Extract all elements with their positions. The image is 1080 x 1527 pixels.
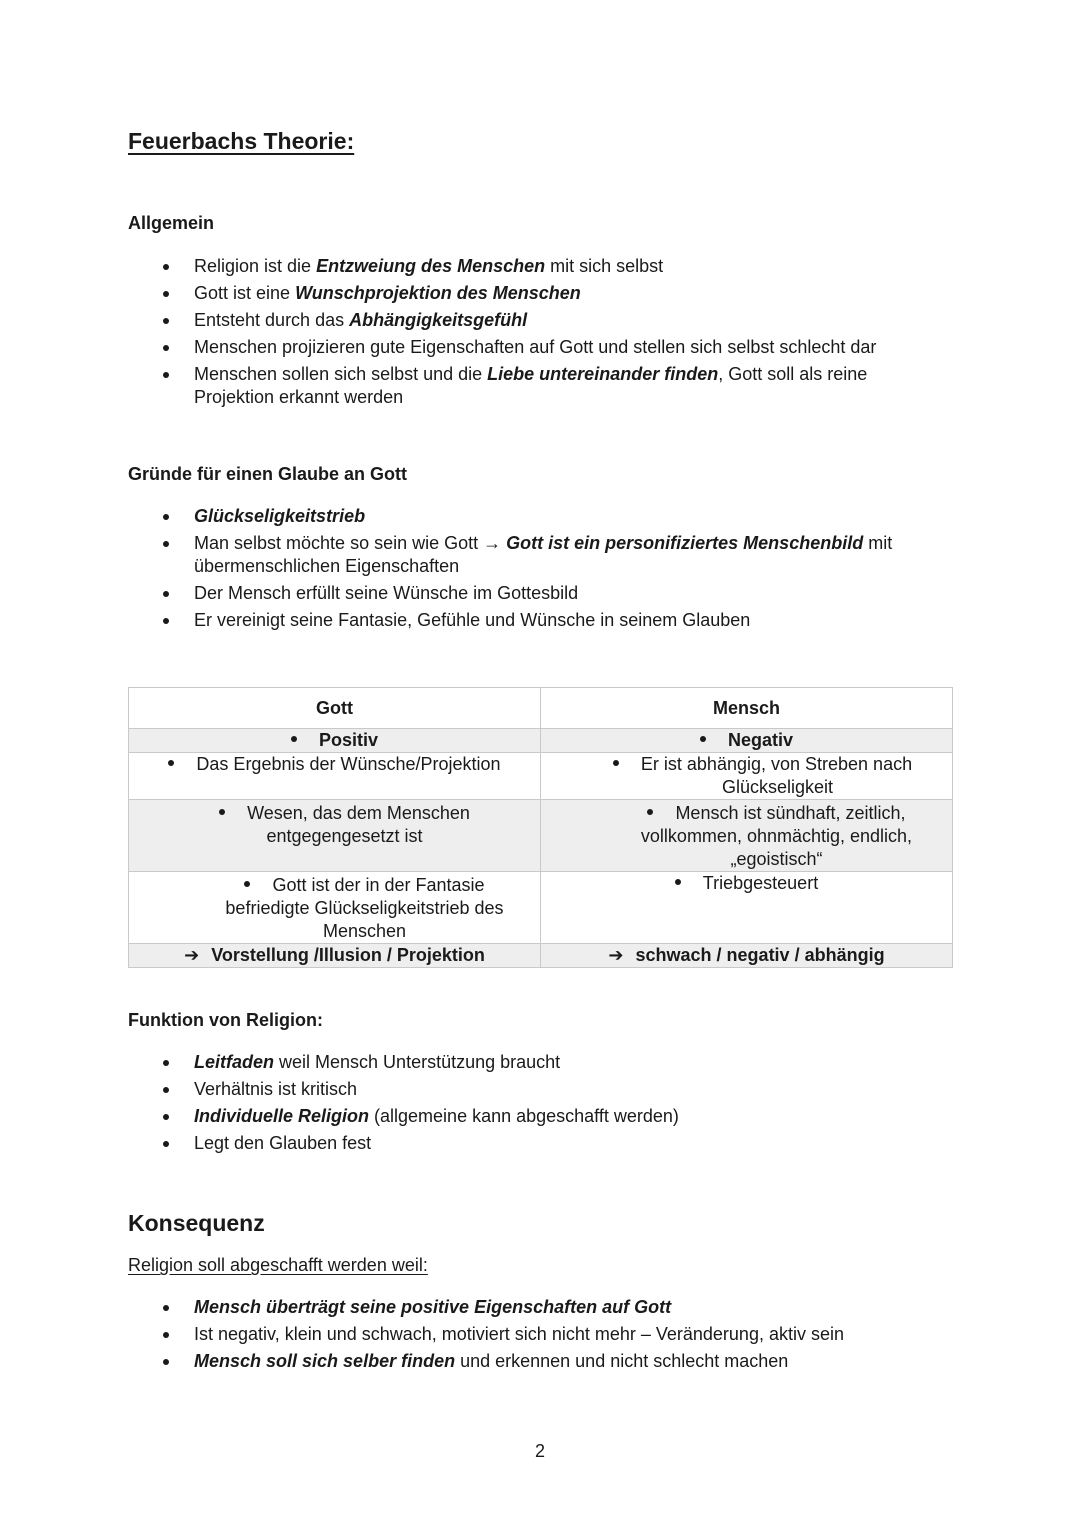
header-gott: Gott (129, 688, 541, 729)
table-conclusion-row (129, 944, 953, 968)
list-item: Gott ist eine Wunschprojektion des Menschen (128, 282, 948, 305)
allgemein-list (128, 255, 948, 413)
header-mensch: Mensch (541, 688, 953, 729)
gruende-list (128, 505, 948, 636)
list-item: Glückseligkeitstrieb (128, 505, 948, 528)
list-item: Menschen projizieren gute Eigenschaften auf Gott und stellen sich selbst schlecht dar (128, 336, 948, 359)
table-cell: Triebgesteuert (541, 872, 953, 944)
section-heading-gruende: Gründe für einen Glaube an Gott (128, 464, 408, 484)
table-cell: Wesen, das dem Menschen entgegengesetzt ist (129, 800, 541, 872)
konsequenz-list (128, 1296, 948, 1377)
section-heading-funktion: Funktion von Religion: (128, 1010, 323, 1030)
section-heading-allgemein: Allgemein (128, 213, 215, 233)
list-item: Er vereinigt seine Fantasie, Gefühle und Wünsche in seinem Glauben (128, 609, 948, 632)
list-item: Mensch überträgt seine positive Eigenschaften auf Gott (128, 1296, 948, 1319)
page-title: Feuerbachs Theorie: (128, 128, 355, 154)
section-heading-konsequenz: Konsequenz (128, 1210, 265, 1236)
table-row (129, 729, 953, 753)
list-item: Man selbst möchte so sein wie Gott → Gott ist ein personifiziertes Menschenbild mit übermenschlichen Eigenschaften (128, 532, 948, 578)
list-item: Ist negativ, klein und schwach, motiviert sich nicht mehr – Veränderung, aktiv sein (128, 1323, 948, 1346)
list-item: Menschen sollen sich selbst und die Liebe untereinander finden, Gott soll als reine Projektion erkannt werden (128, 363, 948, 409)
table-cell: Positiv (129, 729, 541, 753)
list-item: Verhältnis ist kritisch (128, 1078, 948, 1101)
list-item: Individuelle Religion (allgemeine kann abgeschafft werden) (128, 1105, 948, 1128)
funktion-list (128, 1051, 948, 1159)
list-item: Religion ist die Entzweiung des Menschen mit sich selbst (128, 255, 948, 278)
table-cell: Das Ergebnis der Wünsche/Projektion (129, 753, 541, 800)
list-item: Mensch soll sich selber finden und erkennen und nicht schlecht machen (128, 1350, 948, 1373)
arrow-right-icon: ➔ (608, 945, 624, 965)
conclusion-gott: ➔ Vorstellung /Illusion / Projektion (129, 944, 541, 968)
table-row (129, 753, 953, 800)
list-item: Der Mensch erfüllt seine Wünsche im Gottesbild (128, 582, 948, 605)
table-row (129, 800, 953, 872)
page-number: 2 (534, 1441, 545, 1461)
list-item: Entsteht durch das Abhängigkeitsgefühl (128, 309, 948, 332)
table-cell: Er ist abhängig, von Streben nach Glückseligkeit (541, 753, 953, 800)
list-item: Legt den Glauben fest (128, 1132, 948, 1155)
arrow-right-icon: ➔ (184, 945, 200, 965)
list-item: Leitfaden weil Mensch Unterstützung braucht (128, 1051, 948, 1074)
table-header-row (129, 688, 953, 729)
table-row (129, 872, 953, 944)
conclusion-mensch: ➔ schwach / negativ / abhängig (541, 944, 953, 968)
table-cell: Negativ (541, 729, 953, 753)
konsequenz-subheading: Religion soll abgeschafft werden weil: (128, 1255, 428, 1275)
comparison-table (128, 687, 953, 968)
table-cell: Gott ist der in der Fantasie befriedigte Glückseligkeitstrieb des Menschen (129, 872, 541, 944)
table-cell: Mensch ist sündhaft, zeitlich, vollkommen, ohnmächtig, endlich, „egoistisch“ (541, 800, 953, 872)
